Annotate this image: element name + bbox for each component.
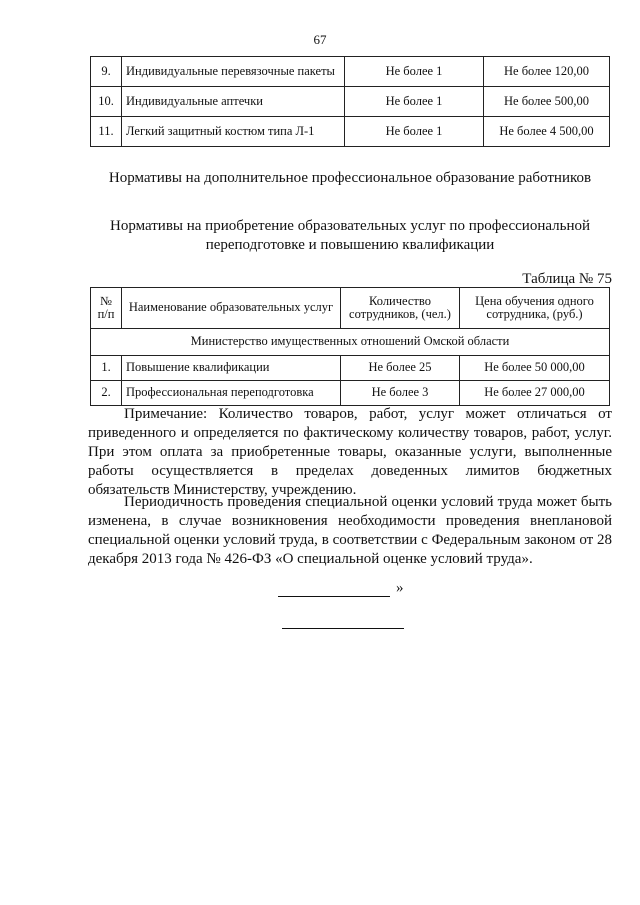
closing-quote: » (396, 580, 404, 596)
item-quantity: Не более 1 (345, 87, 484, 117)
item-price: Не более 500,00 (484, 87, 610, 117)
equipment-table (90, 56, 610, 147)
table-header-row (91, 288, 610, 329)
periodicity-paragraph: Периодичность проведения специальной оценки условий труда может быть изменена, в случае возникновения необходимости проведения внеплановой специальной оценки условий труда, в соответствии с Федеральным законом от 28 декабря 2013 года № 426-ФЗ «О специальной оценке условий труда». (88, 494, 612, 567)
service-price: Не более 27 000,00 (460, 381, 610, 406)
row-number: 9. (91, 57, 122, 87)
header-service-name: Наименование образовательных услуг (122, 288, 341, 329)
end-divider (282, 628, 404, 629)
table-row (91, 117, 610, 147)
item-quantity: Не более 1 (345, 57, 484, 87)
table-row (91, 57, 610, 87)
ministry-name: Министерство имущественных отношений Омской области (91, 329, 610, 356)
item-quantity: Не более 1 (345, 117, 484, 147)
item-price: Не более 120,00 (484, 57, 610, 87)
item-name: Легкий защитный костюм типа Л-1 (122, 117, 345, 147)
section-heading: Нормативы на дополнительное профессиональное образование работников (108, 170, 592, 186)
service-price: Не более 50 000,00 (460, 356, 610, 381)
table-caption: Таблица № 75 (522, 271, 612, 287)
table-row (91, 356, 610, 381)
row-number: 11. (91, 117, 122, 147)
header-price: Цена обучения одного сотрудника, (руб.) (460, 288, 610, 329)
service-quantity: Не более 3 (341, 381, 460, 406)
row-number: 2. (91, 381, 122, 406)
note-paragraph: Примечание: Количество товаров, работ, услуг может отличаться от приведенного и определяется по фактическому количеству товаров, работ, услуг. При этом оплата за приобретенные товары, оказанные услуги, выполненные работы осуществляется в пределах доведенных лимитов бюджетных обязательств Министерству, учреждению. (88, 406, 612, 498)
service-name: Профессиональная переподготовка (122, 381, 341, 406)
service-quantity: Не более 25 (341, 356, 460, 381)
signature-line (278, 578, 390, 597)
item-name: Индивидуальные перевязочные пакеты (122, 57, 345, 87)
subsection-heading: Нормативы на приобретение образовательных услуг по профессиональной переподготовке и повышению квалификации (109, 218, 591, 253)
item-name: Индивидуальные аптечки (122, 87, 345, 117)
header-quantity: Количество сотрудников, (чел.) (341, 288, 460, 329)
row-number: 10. (91, 87, 122, 117)
row-number: 1. (91, 356, 122, 381)
table-group-row (91, 329, 610, 356)
education-services-table (90, 287, 610, 406)
service-name: Повышение квалификации (122, 356, 341, 381)
header-number: № п/п (91, 288, 122, 329)
item-price: Не более 4 500,00 (484, 117, 610, 147)
table-row (91, 381, 610, 406)
page-number: 67 (313, 32, 327, 47)
table-row (91, 87, 610, 117)
